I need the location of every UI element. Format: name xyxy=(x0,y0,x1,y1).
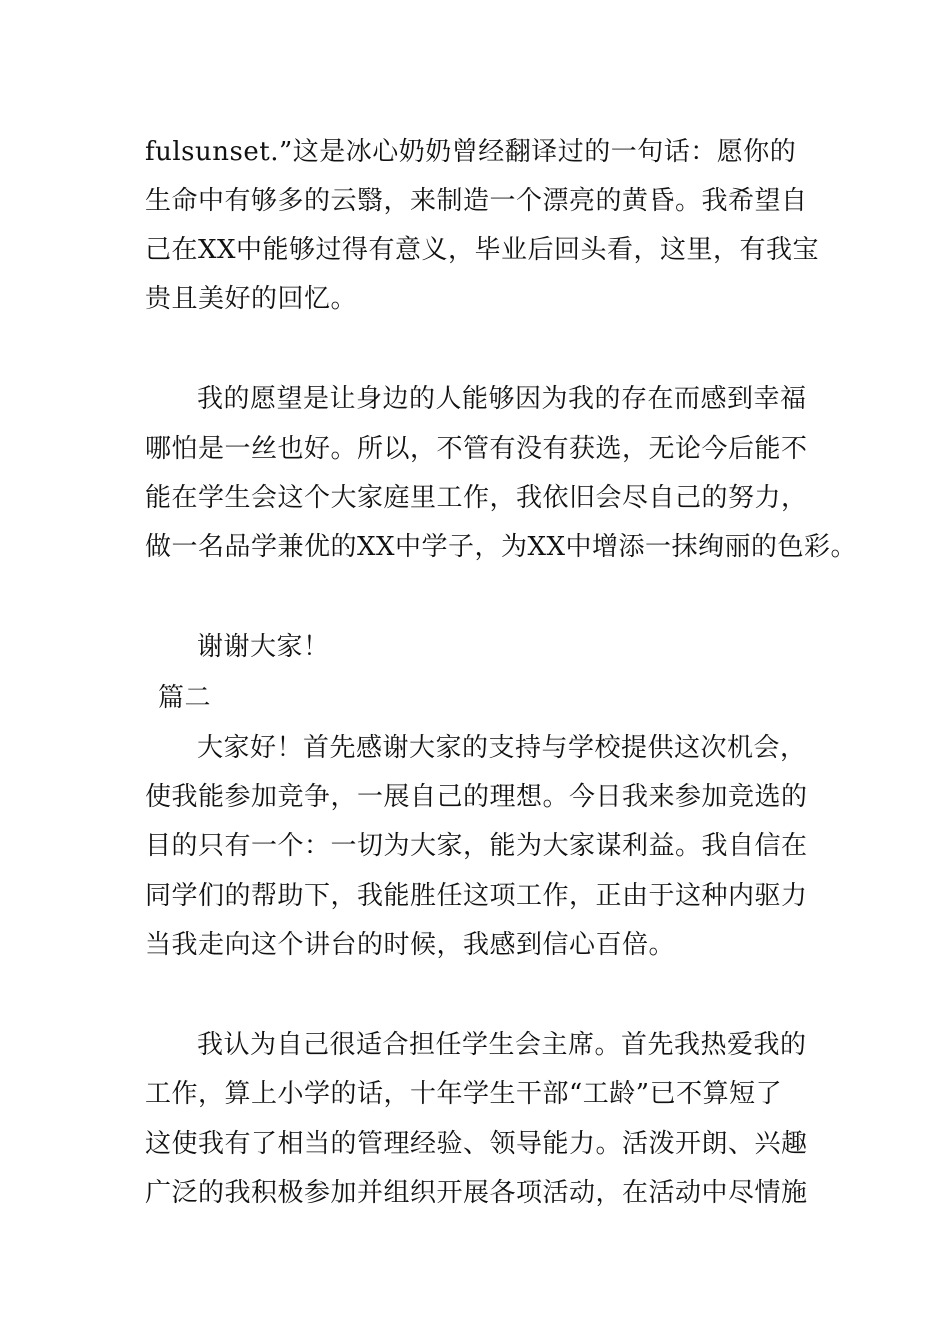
paragraph-3-line-3: 目的只有一个：一切为大家，能为大家谋利益。我自信在 xyxy=(145,831,808,861)
paragraph-1-line-2: 生命中有够多的云翳，来制造一个漂亮的黄昏。我希望自 xyxy=(145,186,808,216)
thanks-line: 谢谢大家！ xyxy=(197,632,330,662)
paragraph-4-line-3: 这使我有了相当的管理经验、领导能力。活泼开朗、兴趣 xyxy=(145,1129,808,1159)
paragraph-3-line-1: 大家好！首先感谢大家的支持与学校提供这次机会， xyxy=(197,733,807,763)
paragraph-2-line-2: 哪怕是一丝也好。所以，不管有没有获选，无论今后能不 xyxy=(145,434,808,464)
section-heading: 篇二 xyxy=(158,683,212,713)
paragraph-1-line-4: 贵且美好的回忆。 xyxy=(145,284,358,314)
paragraph-4-line-1: 我认为自己很适合担任学生会主席。首先我热爱我的 xyxy=(197,1030,807,1060)
paragraph-3-line-2: 使我能参加竞争，一展自己的理想。今日我来参加竞选的 xyxy=(145,782,808,812)
paragraph-4-line-2: 工作，算上小学的话，十年学生干部“工龄”已不算短了 xyxy=(145,1079,783,1109)
paragraph-2-line-1: 我的愿望是让身边的人能够因为我的存在而感到幸福 xyxy=(197,384,807,414)
paragraph-4-line-4: 广泛的我积极参加并组织开展各项活动，在活动中尽情施 xyxy=(145,1178,808,1208)
paragraph-2-line-3: 能在学生会这个大家庭里工作，我依旧会尽自己的努力， xyxy=(145,483,808,513)
paragraph-3-line-4: 同学们的帮助下，我能胜任这项工作，正由于这种内驱力 xyxy=(145,881,808,911)
paragraph-3-line-5: 当我走向这个讲台的时候，我感到信心百倍。 xyxy=(145,930,676,960)
paragraph-2-line-4: 做一名品学兼优的XX中学子，为XX中增添一抹绚丽的色彩。 xyxy=(145,532,858,562)
paragraph-1-line-1: fulsunset.”这是冰心奶奶曾经翻译过的一句话：愿你的 xyxy=(145,137,797,167)
paragraph-1-line-3: 己在XX中能够过得有意义，毕业后回头看，这里，有我宝 xyxy=(145,235,820,265)
